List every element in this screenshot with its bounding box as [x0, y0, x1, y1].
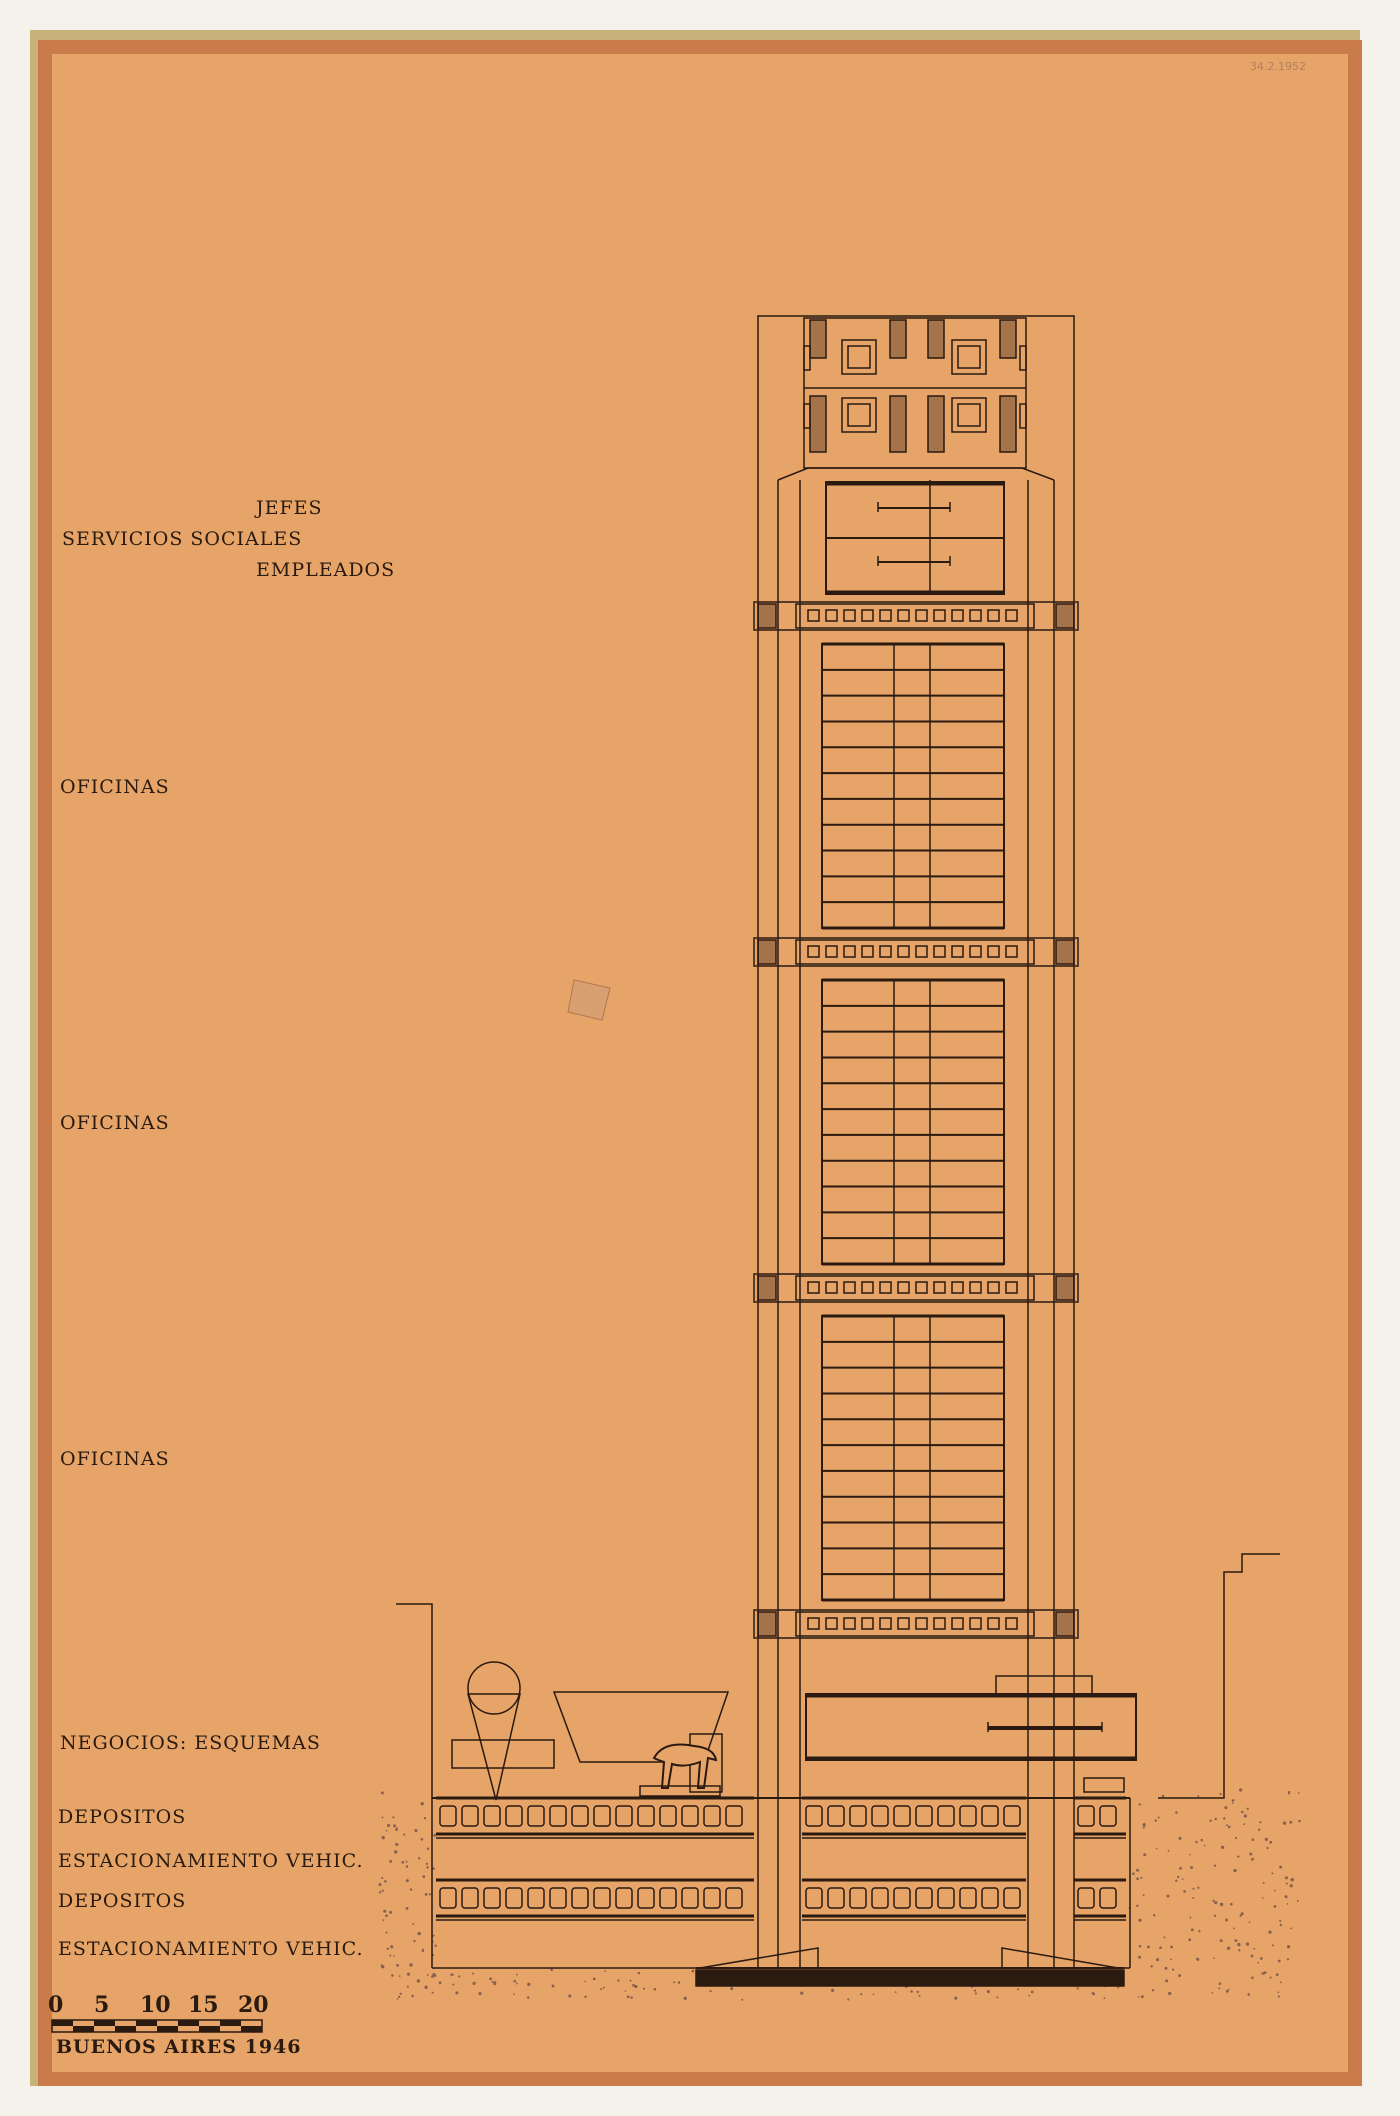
scale-tick-3: 15 — [188, 1992, 219, 2018]
scale-tick-0: 0 — [48, 1992, 64, 2018]
basement-band-0 — [436, 1798, 1126, 1838]
basement-band-1 — [436, 1880, 1126, 1920]
tape-fragment — [568, 980, 610, 1020]
scale-tick-2: 10 — [140, 1992, 171, 2018]
label-oficinas-upper: OFICINAS — [60, 776, 170, 798]
podium-left-outline — [396, 1604, 432, 1798]
tower-crown — [778, 318, 1054, 480]
label-oficinas-lower: OFICINAS — [60, 1448, 170, 1470]
office-block-1 — [822, 980, 1004, 1264]
label-negocios: NEGOCIOS: ESQUEMAS — [60, 1732, 321, 1754]
label-jefes: JEFES — [256, 497, 323, 519]
mechanical-floor-3 — [754, 1610, 1078, 1638]
label-oficinas-middle: OFICINAS — [60, 1112, 170, 1134]
label-depositos-2: DEPOSITOS — [58, 1890, 187, 1912]
foundations — [696, 1948, 1124, 1986]
office-block-2 — [822, 1316, 1004, 1600]
mechanical-floor-2 — [754, 1274, 1078, 1302]
mechanical-floors — [754, 602, 1078, 1638]
mechanical-floor-1 — [754, 938, 1078, 966]
label-estacionamiento-1: ESTACIONAMIENTO VEHIC. — [58, 1850, 364, 1872]
office-block-0 — [822, 644, 1004, 928]
label-empleados: EMPLEADOS — [256, 559, 396, 581]
scale-tick-1: 5 — [94, 1992, 110, 2018]
reference-number: 34.2.1952 — [1250, 60, 1306, 73]
plaza-objects — [452, 1662, 728, 1800]
graphic-scale — [52, 2020, 262, 2032]
podium-right-outline — [1158, 1554, 1280, 1798]
footer-place-date: BUENOS AIRES 1946 — [56, 2036, 302, 2058]
label-servicios-sociales: SERVICIOS SOCIALES — [62, 528, 303, 550]
label-depositos-1: DEPOSITOS — [58, 1806, 187, 1828]
basement-levels — [432, 1798, 1130, 1968]
negocios-block — [806, 1676, 1136, 1792]
mechanical-floor-0 — [754, 602, 1078, 630]
label-estacionamiento-2: ESTACIONAMIENTO VEHIC. — [58, 1938, 364, 1960]
jefes-block — [826, 480, 1004, 594]
scale-tick-4: 20 — [238, 1992, 269, 2018]
office-blocks — [822, 644, 1004, 1600]
